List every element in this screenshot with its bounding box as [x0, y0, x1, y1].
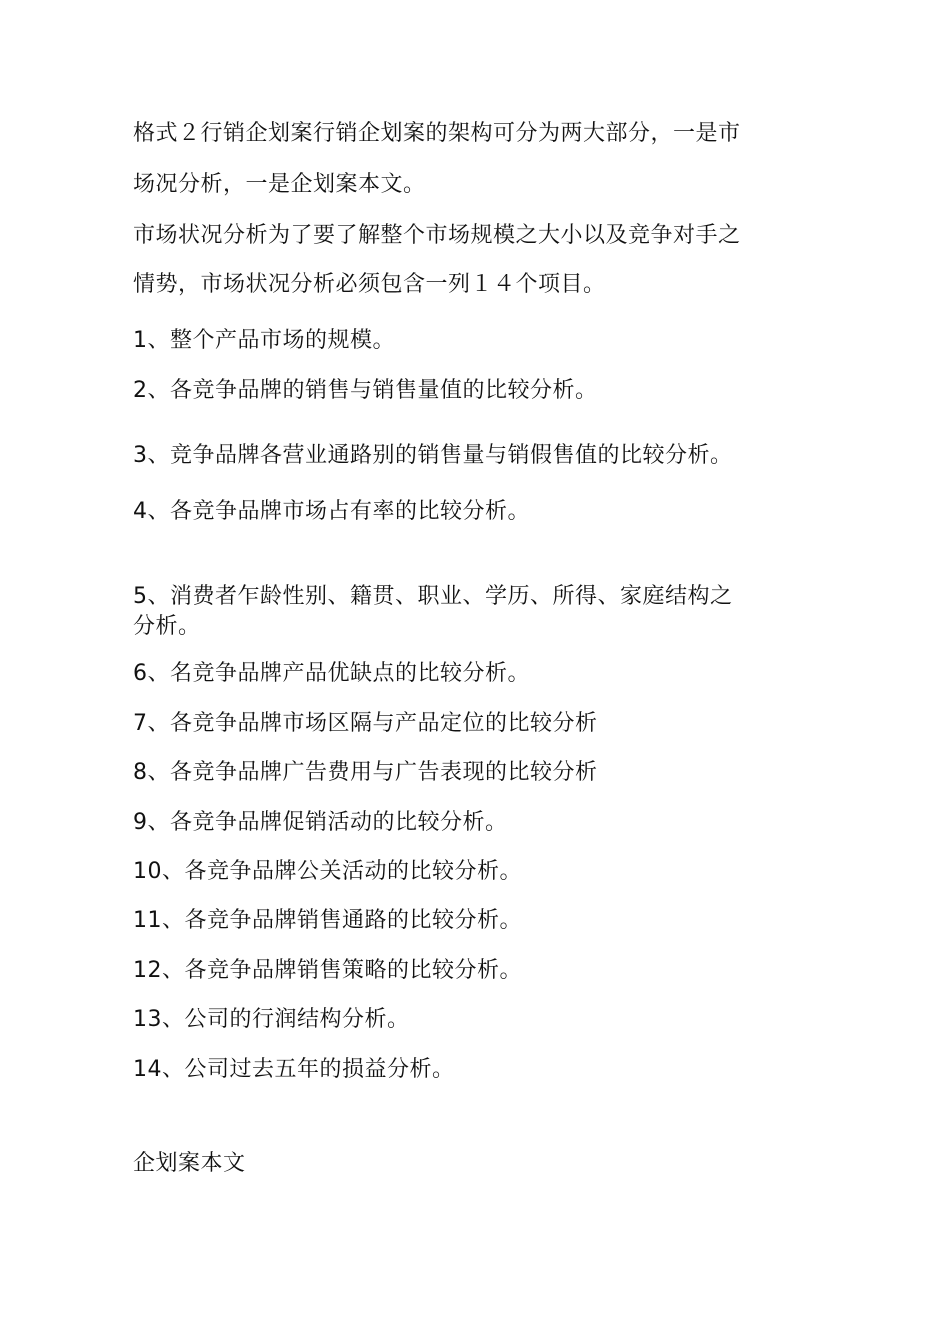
list-item: 13、公司的行润结构分析。 — [133, 1007, 410, 1032]
list-item: 2、各竞争品牌的销售与销售量值的比较分析。 — [133, 378, 598, 403]
section-heading: 企划案本文 — [133, 1151, 246, 1176]
list-item: 9、各竞争品牌促销活动的比较分析。 — [133, 810, 508, 835]
list-item: 6、名竞争品牌产品优缺点的比较分析。 — [133, 661, 530, 686]
intro-line-2: 场况分析，一是企划案本文。 — [133, 172, 426, 197]
intro-line-1: 格式２行销企划案行销企划案的架构可分为两大部分，一是市 — [133, 121, 741, 146]
list-item: 5、消费者乍龄性别、籍贯、职业、学历、所得、家庭结构之 — [133, 584, 733, 609]
list-item: 10、各竞争品牌公关活动的比较分析。 — [133, 859, 522, 884]
intro-line-3: 市场状况分析为了要了解整个市场规模之大小以及竞争对手之 — [133, 223, 741, 248]
list-item: 7、各竞争品牌市场区隔与产品定位的比较分析 — [133, 711, 598, 736]
list-item: 1、整个产品市场的规模。 — [133, 328, 395, 353]
list-item: 14、公司过去五年的损益分析。 — [133, 1057, 455, 1082]
list-item: 8、各竞争品牌广告费用与广告表现的比较分析 — [133, 760, 598, 785]
list-item-continuation: 分析。 — [133, 614, 201, 639]
list-item: 4、各竞争品牌市场占有率的比较分析。 — [133, 499, 530, 524]
list-item: 11、各竞争品牌销售通路的比较分析。 — [133, 908, 522, 933]
list-item: 3、竞争品牌各营业通路别的销售量与销假售值的比较分析。 — [133, 443, 733, 468]
intro-line-4: 情势，市场状况分析必须包含一列１４个项目。 — [133, 272, 606, 297]
list-item: 12、各竞争品牌销售策略的比较分析。 — [133, 958, 522, 983]
